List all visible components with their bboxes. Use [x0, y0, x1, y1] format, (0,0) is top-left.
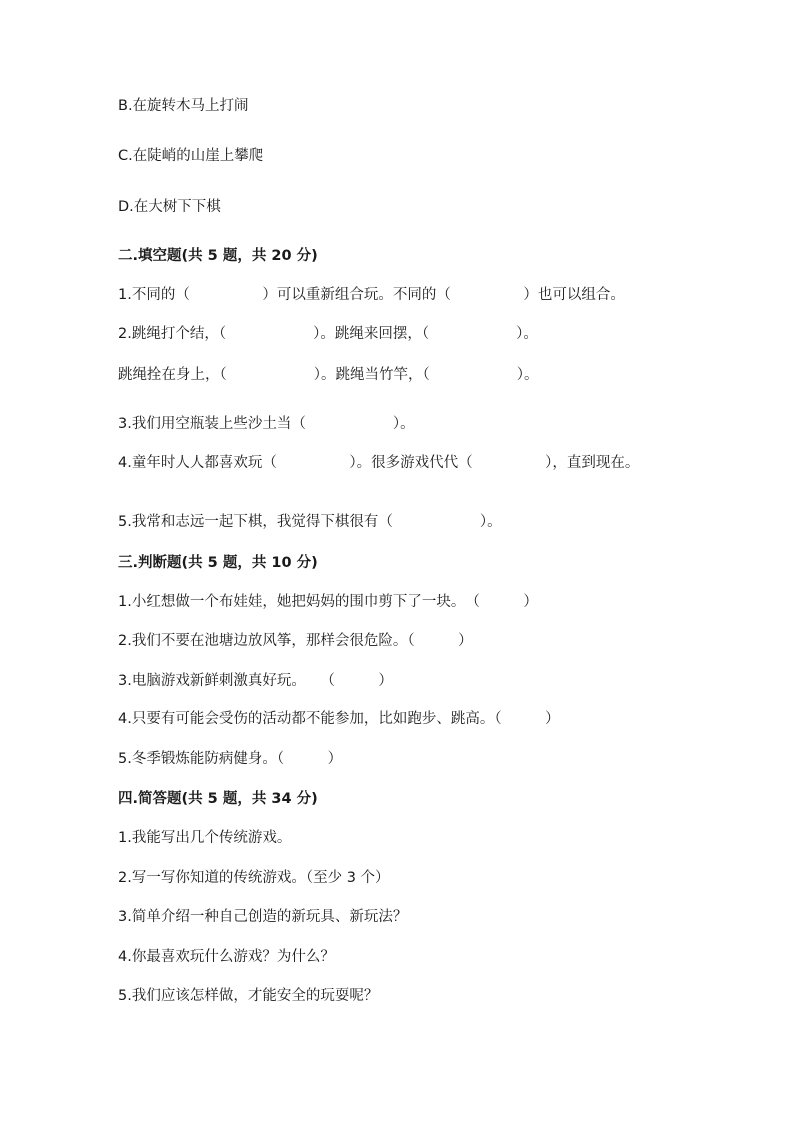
short-question-4: 4.你最喜欢玩什么游戏？为什么？	[118, 949, 335, 965]
short-question-2: 2.写一写你知道的传统游戏。（至少 3 个）	[118, 870, 390, 886]
short-question-5: 5.我们应该怎样做，才能安全的玩耍呢？	[118, 988, 379, 1004]
choice-b: B.在旋转木马上打闹	[118, 98, 249, 114]
judge-section-heading: 三.判断题(共 5 题，共 10 分)	[118, 555, 318, 571]
judge-question-4: 4.只要有可能会受伤的活动都不能参加，比如跑步、跳高。（ ）	[118, 711, 560, 727]
fill-question-5: 5.我常和志远一起下棋，我觉得下棋很有（ ）。	[118, 514, 502, 530]
choice-c: C.在陡峭的山崖上攀爬	[118, 148, 264, 164]
short-question-3: 3.简单介绍一种自己创造的新玩具、新玩法？	[118, 909, 408, 925]
fill-section-heading: 二.填空题(共 5 题，共 20 分)	[118, 248, 318, 264]
fill-question-1: 1.不同的（ ）可以重新组合玩。不同的（ ）也可以组合。	[118, 287, 625, 303]
judge-question-3: 3.电脑游戏新鲜刺激真好玩。 （ ）	[118, 673, 393, 689]
fill-question-4: 4.童年时人人都喜欢玩（ ）。很多游戏代代（ ），直到现在。	[118, 455, 640, 471]
short-question-1: 1.我能写出几个传统游戏。	[118, 830, 292, 846]
judge-question-2: 2.我们不要在池塘边放风筝，那样会很危险。（ ）	[118, 633, 473, 649]
choice-d: D.在大树下下棋	[118, 199, 221, 215]
judge-question-1: 1.小红想做一个布娃娃，她把妈妈的围巾剪下了一块。 （ ）	[118, 594, 538, 610]
fill-question-3: 3.我们用空瓶装上些沙土当（ ）。	[118, 416, 415, 432]
fill-question-2-line-1: 2.跳绳打个结，（ ）。跳绳来回摆，（ ）。	[118, 326, 538, 342]
short-section-heading: 四.简答题(共 5 题，共 34 分)	[118, 791, 318, 807]
fill-question-2-line-2: 跳绳拴在身上，（ ）。跳绳当竹竿，（ ）。	[118, 367, 539, 383]
judge-question-5: 5.冬季锻炼能防病健身。（ ）	[118, 751, 343, 767]
